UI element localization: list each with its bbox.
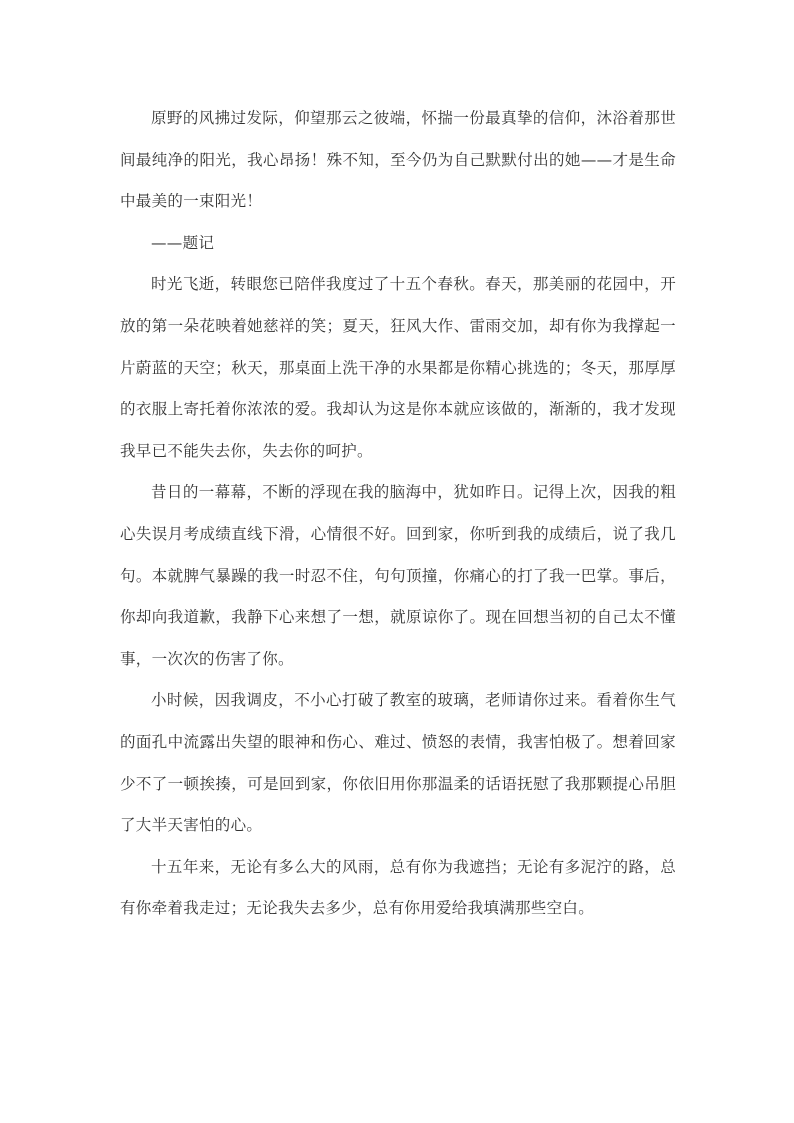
body-paragraph-childhood: 小时候，因我调皮，不小心打破了教室的玻璃，老师请你过来。看着你生气的面孔中流露出失望的眼神和伤心、难过、愤怒的表情，我害怕极了。想着回家少不了一顿挨揍，可是回到家，你依旧用你那温柔的话语抚慰了我那颗提心吊胆了大半天害怕的心。 bbox=[120, 691, 676, 835]
essay-body bbox=[120, 98, 676, 930]
body-paragraph-fifteen-years: 十五年来，无论有多么大的风雨，总有你为我遮挡；无论有多泥泞的路，总有你牵着我走过；无论我失去多少，总有你用爱给我填满那些空白。 bbox=[120, 857, 676, 918]
body-paragraph-seasons: 时光飞逝，转眼您已陪伴我度过了十五个春秋。春天，那美丽的花园中，开放的第一朵花映着她慈祥的笑；夏天，狂风大作、雷雨交加，却有你为我撑起一片蔚蓝的天空；秋天，那桌面上洗干净的水果都是你精心挑选的；冬天，那厚厚的衣服上寄托着你浓浓的爱。我却认为这是你本就应该做的，渐渐的，我才发现我早已不能失去你，失去你的呵护。 bbox=[120, 275, 676, 460]
preface-paragraph: 原野的风拂过发际，仰望那云之彼端，怀揣一份最真挚的信仰，沐浴着那世间最纯净的阳光，我心昂扬！殊不知，至今仍为自己默默付出的她——才是生命中最美的一束阳光！ bbox=[120, 109, 676, 211]
preface-attribution: ——题记 bbox=[151, 233, 215, 252]
body-paragraph-memory: 昔日的一幕幕，不断的浮现在我的脑海中，犹如昨日。记得上次，因我的粗心失误月考成绩直线下滑，心情很不好。回到家，你听到我的成绩后，说了我几句。本就脾气暴躁的我一时忍不住，句句顶撞，你痛心的打了我一巴掌。事后，你却向我道歉，我静下心来想了一想，就原谅你了。现在回想当初的自己太不懂事，一次次的伤害了你。 bbox=[120, 483, 676, 668]
